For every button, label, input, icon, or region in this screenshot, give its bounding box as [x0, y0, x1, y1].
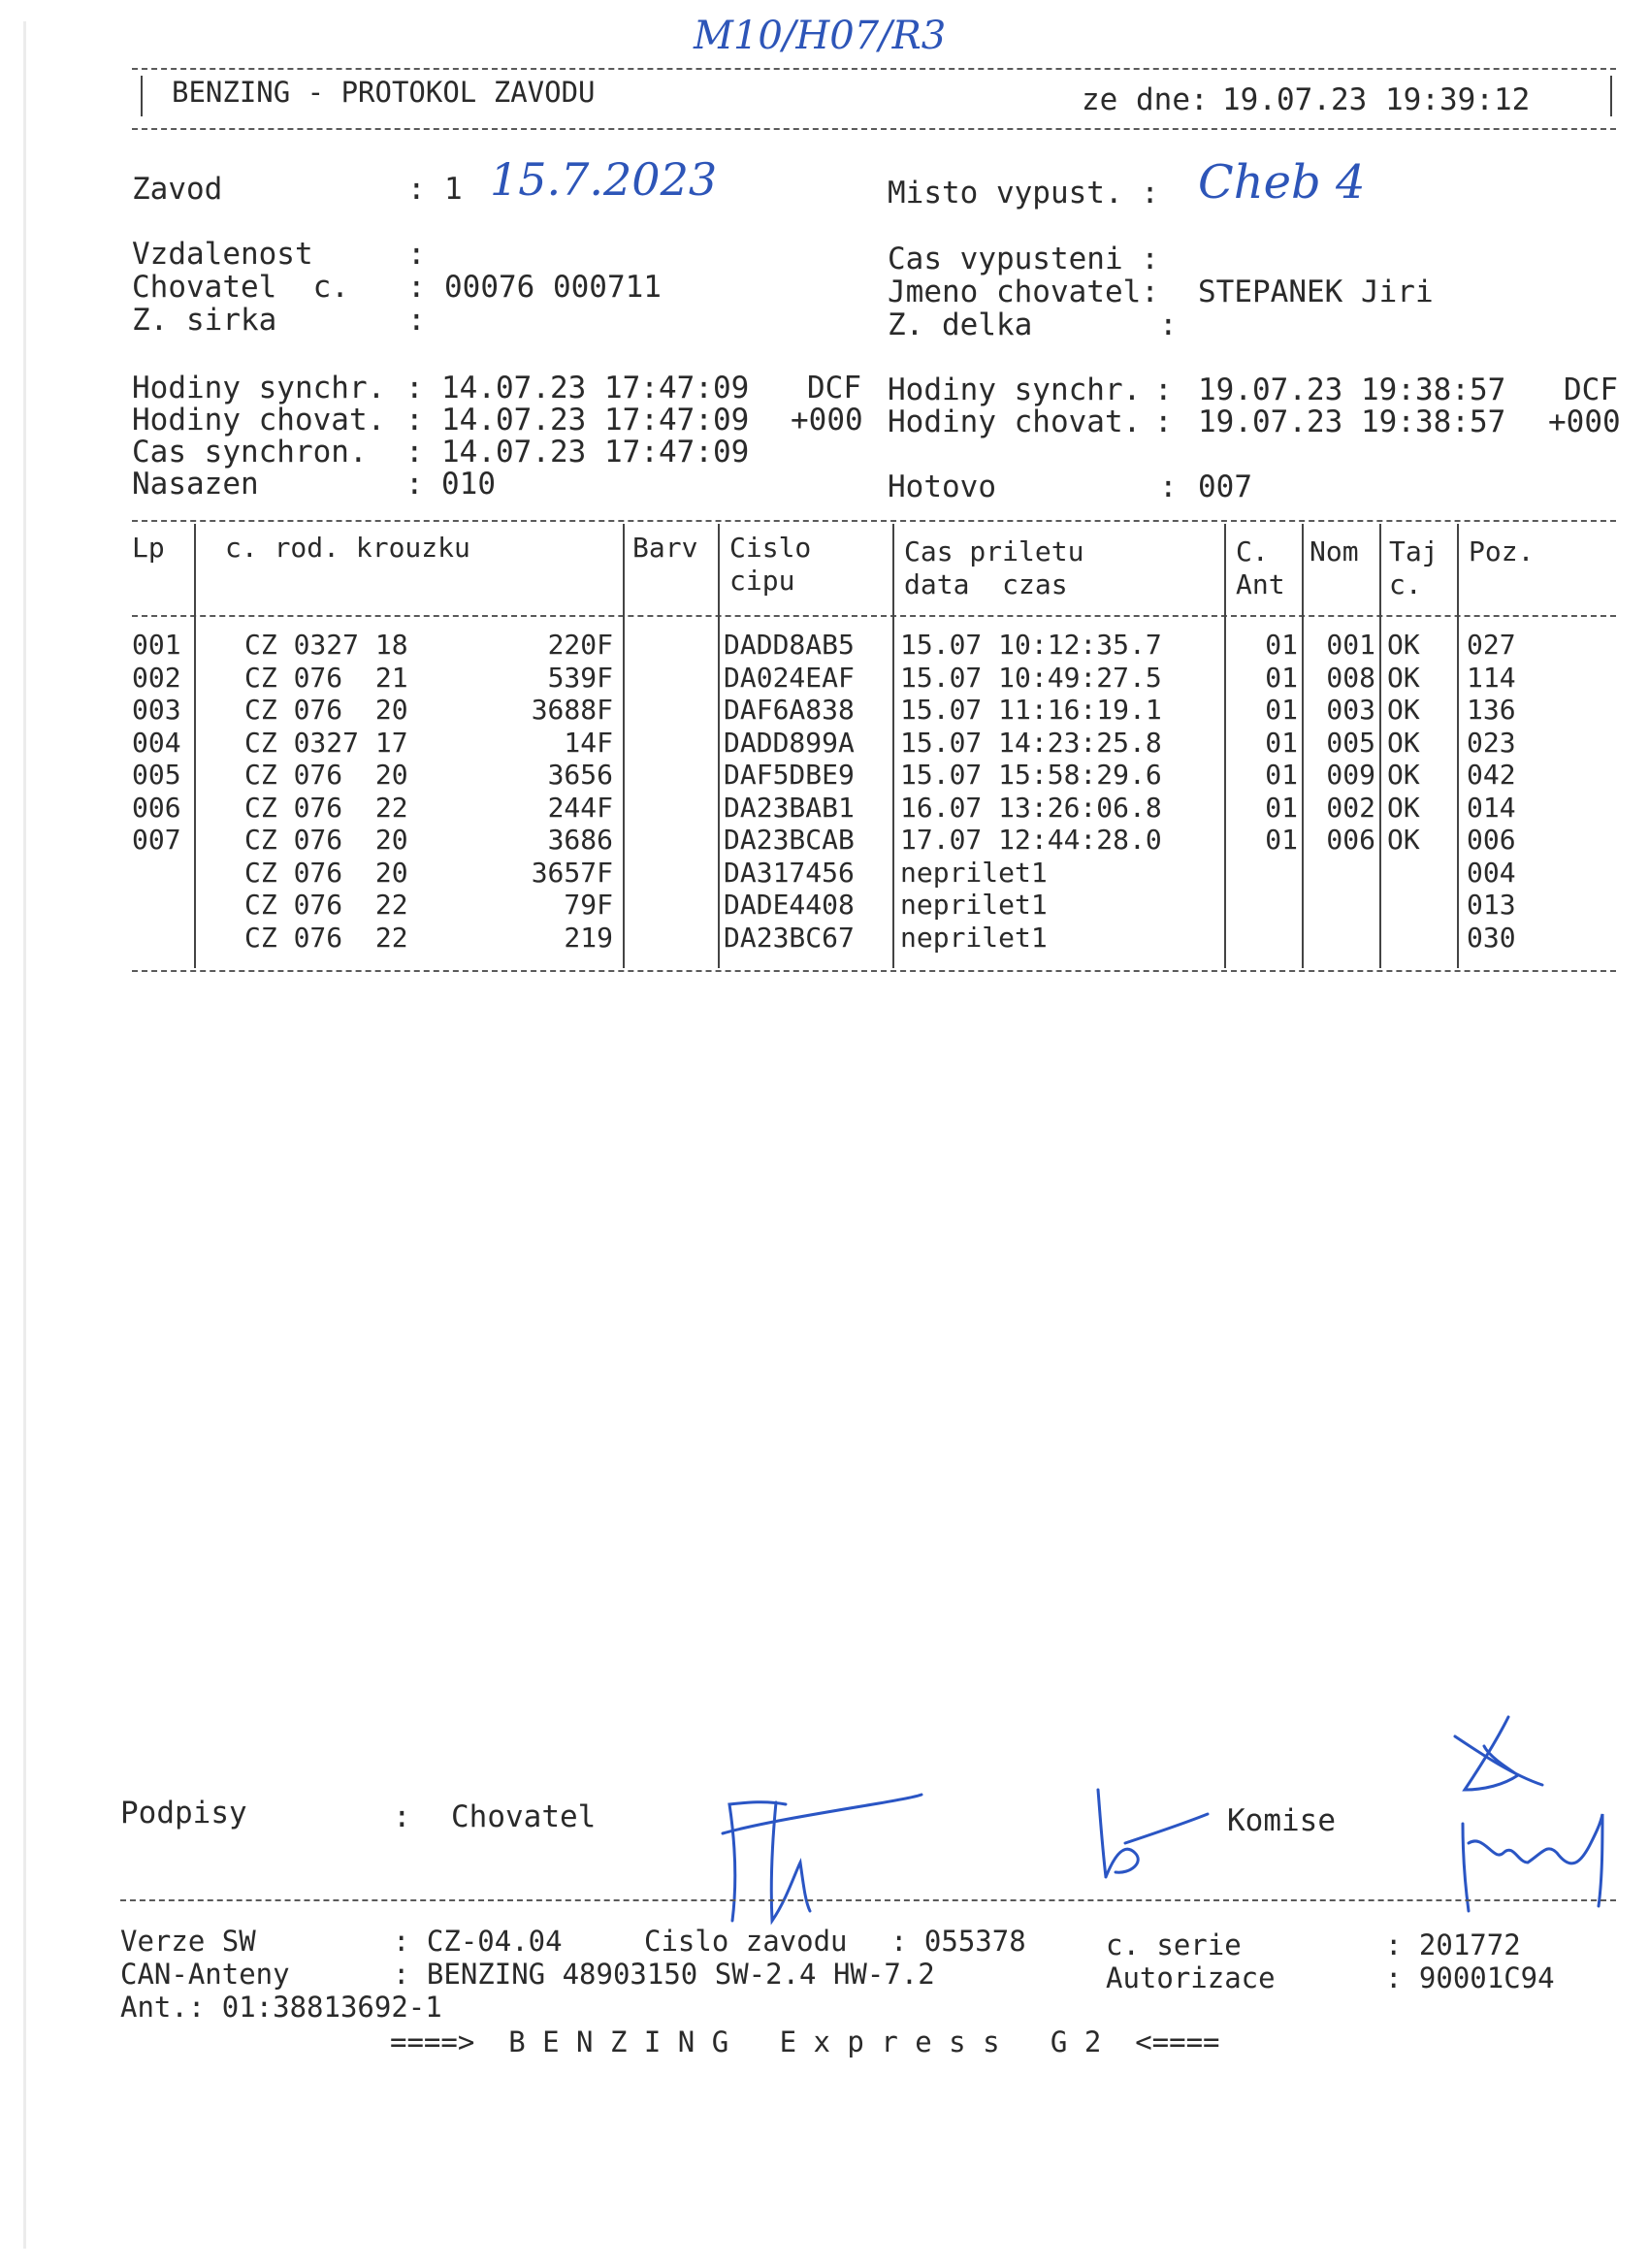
sync-right-suffix-0: DCF	[1564, 373, 1618, 407]
cell-nom: 008	[1326, 661, 1375, 694]
cell-ring-no: 79F	[564, 889, 613, 921]
cell-poz: 114	[1467, 661, 1516, 694]
cell-arrival: 15.07 15:58:29.6	[900, 759, 1162, 791]
cell-arrival: 17.07 12:44:28.0	[900, 824, 1162, 856]
sync-left-suffix-1: +000	[791, 403, 863, 437]
cell-ring-no: 3686	[547, 824, 613, 856]
col-divider-8	[1457, 524, 1459, 968]
cell-ant: 01	[1265, 629, 1298, 661]
header-cas-2: data czas	[904, 568, 1068, 600]
cas-vypusteni-label: Cas vypusteni :	[888, 242, 1159, 276]
cell-ant: 01	[1265, 791, 1298, 824]
sync-left-label-1: Hodiny chovat.	[132, 403, 386, 437]
header-cislo-2: cipu	[729, 565, 795, 597]
cell-chip: DADD899A	[724, 726, 855, 759]
hotovo-value: 007	[1198, 470, 1252, 504]
verze-label: Verze SW	[120, 1925, 256, 1958]
chovatel-signature	[679, 1775, 931, 1930]
cell-nom: 006	[1326, 824, 1375, 856]
sync-left-value-1: 14.07.23 17:47:09	[441, 403, 750, 437]
serie-value: : 201772	[1385, 1928, 1521, 1961]
cell-nom: 005	[1326, 726, 1375, 759]
cislo-zavodu-label: Cislo zavodu	[644, 1925, 848, 1958]
cell-lp: 006	[132, 791, 181, 824]
cell-ring: CZ 076 20	[244, 856, 408, 889]
cell-ring: CZ 076 22	[244, 791, 408, 824]
hotovo-colon: :	[1159, 470, 1178, 504]
cell-lp: 002	[132, 661, 181, 694]
cell-ring-no: 244F	[547, 791, 613, 824]
cell-poz: 013	[1467, 889, 1516, 921]
cell-ring: CZ 076 20	[244, 824, 408, 856]
cell-poz: 136	[1467, 694, 1516, 726]
table-header-rule	[132, 615, 1616, 617]
sync-right-suffix-1: +000	[1548, 405, 1621, 439]
cell-ring: CZ 076 22	[244, 889, 408, 921]
cell-ring: CZ 0327 17	[244, 726, 408, 759]
col-divider-7	[1379, 524, 1381, 968]
cell-lp: 003	[132, 694, 181, 726]
cell-chip: DAF5DBE9	[724, 759, 855, 791]
header-taj-1: Taj	[1389, 535, 1439, 567]
cell-taj: OK	[1387, 694, 1420, 726]
vzdalenost-label: Vzdalenost	[132, 237, 313, 272]
sync-left-value-3: 010	[441, 467, 496, 502]
sync-left-label-0: Hodiny synchr.	[132, 371, 386, 405]
header-ant-2: Ant	[1236, 568, 1285, 600]
cell-nom: 002	[1326, 791, 1375, 824]
cell-taj: OK	[1387, 726, 1420, 759]
sync-left-colon-2: :	[405, 435, 424, 470]
chovatel-value: 00076 000711	[444, 270, 662, 305]
sync-right-colon-0: :	[1154, 373, 1173, 407]
podpisy-label: Podpisy	[120, 1796, 247, 1831]
misto-label: Misto vypust. :	[888, 176, 1159, 211]
cell-nom: 001	[1326, 629, 1375, 661]
komise-signature-1	[1086, 1785, 1222, 1882]
jmeno-label: Jmeno chovatel:	[888, 275, 1159, 309]
header-date-label: ze dne:	[1082, 82, 1209, 117]
cell-ring-no: 3656	[547, 759, 613, 791]
cell-poz: 004	[1467, 856, 1516, 889]
cell-chip: DA23BAB1	[724, 791, 855, 824]
cell-ring: CZ 0327 18	[244, 629, 408, 661]
ant-line: Ant.: 01:38813692-1	[120, 1991, 442, 2024]
cell-poz: 014	[1467, 791, 1516, 824]
autorizace-value: : 90001C94	[1385, 1961, 1555, 1994]
cell-chip: DADE4408	[724, 889, 855, 921]
header-left-border	[141, 76, 143, 116]
cell-taj: OK	[1387, 824, 1420, 856]
cell-chip: DA024EAF	[724, 661, 855, 694]
cell-ant: 01	[1265, 726, 1298, 759]
cell-chip: DAF6A838	[724, 694, 855, 726]
podpisy-colon: :	[393, 1799, 411, 1834]
header-top-rule	[132, 68, 1616, 70]
cell-ring-no: 539F	[547, 661, 613, 694]
header-lp: Lp	[132, 532, 165, 564]
cell-ring: CZ 076 21	[244, 661, 408, 694]
cell-nom: 009	[1326, 759, 1375, 791]
cell-poz: 027	[1467, 629, 1516, 661]
handwritten-code: M10/H07/R3	[694, 14, 947, 58]
komise-signature-label: Komise	[1227, 1803, 1336, 1838]
cell-lp: 005	[132, 759, 181, 791]
cell-ring-no: 3688F	[531, 694, 613, 726]
sync-left-colon-3: :	[405, 467, 424, 502]
hotovo-label: Hotovo	[888, 470, 996, 504]
header-right-border	[1610, 76, 1612, 116]
header-ring: c. rod. krouzku	[225, 532, 470, 564]
sync-left-label-2: Cas synchron.	[132, 435, 386, 470]
zavod-label: Zavod	[132, 172, 223, 207]
z-sirka-colon: :	[407, 303, 426, 338]
cell-arrival: 15.07 10:12:35.7	[900, 629, 1162, 661]
sync-left-colon-1: :	[405, 403, 424, 437]
header-title: BENZING - PROTOKOL ZAVODU	[172, 76, 596, 109]
header-date-value: 19.07.23 19:39:12	[1222, 82, 1531, 117]
col-divider-2	[623, 524, 625, 968]
can-value: : BENZING 48903150 SW-2.4 HW-7.2	[393, 1958, 935, 1991]
can-label: CAN-Anteny	[120, 1958, 290, 1991]
jmeno-value: STEPANEK Jiri	[1198, 275, 1434, 309]
cell-ring: CZ 076 20	[244, 759, 408, 791]
col-divider-6	[1302, 524, 1304, 968]
cell-lp: 001	[132, 629, 181, 661]
cell-chip: DADD8AB5	[724, 629, 855, 661]
cell-ant: 01	[1265, 694, 1298, 726]
cell-arrival: 15.07 14:23:25.8	[900, 726, 1162, 759]
cell-chip: DA23BC67	[724, 921, 855, 954]
cell-chip: DA317456	[724, 856, 855, 889]
cell-poz: 030	[1467, 921, 1516, 954]
sync-left-value-0: 14.07.23 17:47:09	[441, 371, 750, 405]
sync-left-colon-0: :	[405, 371, 424, 405]
sync-left-label-3: Nasazen	[132, 467, 386, 502]
brand-line: ====> B E N Z I N G E x p r e s s G 2 <====	[390, 2025, 1220, 2058]
header-poz: Poz.	[1469, 535, 1535, 567]
header-bottom-rule	[132, 128, 1616, 130]
sync-right-value-0: 19.07.23 19:38:57	[1198, 373, 1506, 407]
cell-arrival: 15.07 11:16:19.1	[900, 694, 1162, 726]
z-delka-label: Z. delka :	[888, 308, 1178, 342]
col-divider-5	[1224, 524, 1226, 968]
cell-chip: DA23BCAB	[724, 824, 855, 856]
handwritten-place: Cheb 4	[1198, 155, 1366, 210]
cell-poz: 006	[1467, 824, 1516, 856]
chovatel-colon: :	[407, 270, 426, 305]
chovatel-signature-label: Chovatel	[451, 1799, 597, 1834]
chovatel-label: Chovatel c.	[132, 270, 349, 305]
header-cas-1: Cas priletu	[904, 535, 1084, 567]
cell-ant: 01	[1265, 824, 1298, 856]
col-divider-3	[718, 524, 720, 968]
table-top-rule	[132, 520, 1616, 522]
z-sirka-label: Z. sirka	[132, 303, 277, 338]
cell-nom: 003	[1326, 694, 1375, 726]
header-barv: Barv	[632, 532, 698, 564]
serie-label: c. serie	[1106, 1928, 1242, 1961]
autorizace-label: Autorizace	[1106, 1961, 1276, 1994]
cell-ant: 01	[1265, 661, 1298, 694]
cell-taj: OK	[1387, 661, 1420, 694]
cell-ant: 01	[1265, 759, 1298, 791]
vzdalenost-colon: :	[407, 237, 426, 272]
zavod-colon: :	[407, 172, 426, 207]
sync-left-value-2: 14.07.23 17:47:09	[441, 435, 750, 470]
cell-taj: OK	[1387, 629, 1420, 661]
sync-right-colon-1: :	[1154, 405, 1173, 439]
cell-arrival: 15.07 10:49:27.5	[900, 661, 1162, 694]
col-divider-4	[892, 524, 894, 968]
cell-ring-no: 220F	[547, 629, 613, 661]
cell-taj: OK	[1387, 759, 1420, 791]
cell-arrival: neprilet1	[900, 856, 1048, 889]
zavod-value: 1	[444, 172, 463, 207]
sync-left-suffix-0: DCF	[807, 371, 861, 405]
verze-value: : CZ-04.04	[393, 1925, 563, 1958]
header-cislo-1: Cislo	[729, 532, 812, 564]
cell-ring-no: 219	[564, 921, 613, 954]
cell-arrival: neprilet1	[900, 889, 1048, 921]
sync-right-label-1: Hodiny chovat.	[888, 405, 1142, 439]
cell-ring-no: 14F	[564, 726, 613, 759]
cell-poz: 023	[1467, 726, 1516, 759]
cell-lp: 007	[132, 824, 181, 856]
sync-right-label-0: Hodiny synchr.	[888, 373, 1142, 407]
cell-arrival: 16.07 13:26:06.8	[900, 791, 1162, 824]
cell-arrival: neprilet1	[900, 921, 1048, 954]
cell-ring: CZ 076 22	[244, 921, 408, 954]
cell-ring-no: 3657F	[531, 856, 613, 889]
footer-rule	[120, 1899, 1616, 1901]
cell-ring: CZ 076 20	[244, 694, 408, 726]
cislo-zavodu-value: : 055378	[890, 1925, 1026, 1958]
cell-poz: 042	[1467, 759, 1516, 791]
header-nom: Nom	[1310, 535, 1359, 567]
cell-lp: 004	[132, 726, 181, 759]
col-divider-1	[194, 524, 196, 968]
sync-right-value-1: 19.07.23 19:38:57	[1198, 405, 1506, 439]
komise-signature-2	[1436, 1707, 1630, 1921]
table-bottom-rule	[132, 970, 1616, 972]
header-ant-1: C.	[1236, 535, 1269, 567]
handwritten-date: 15.7.2023	[490, 153, 718, 206]
header-taj-2: c.	[1389, 568, 1422, 600]
cell-taj: OK	[1387, 791, 1420, 824]
